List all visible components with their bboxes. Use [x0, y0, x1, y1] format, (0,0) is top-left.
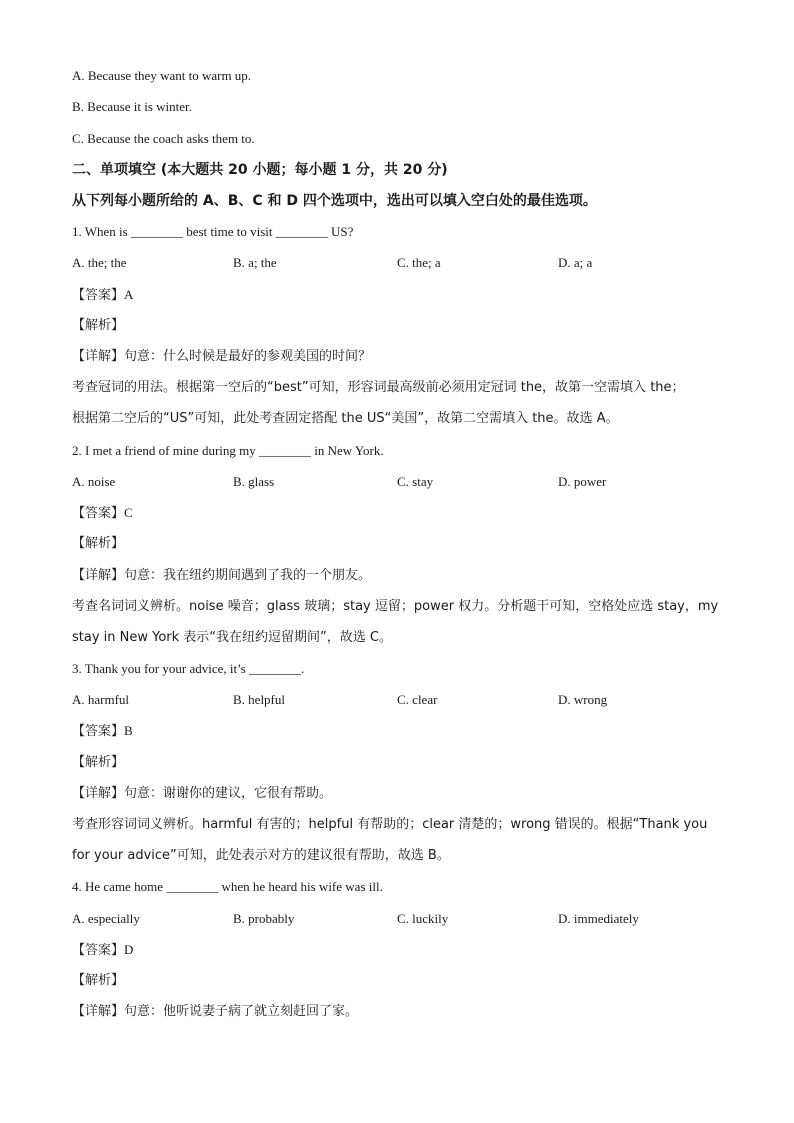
question-3-analysis-label: 【解析】 — [72, 755, 125, 770]
answer-label: 【答案】 — [72, 943, 125, 958]
answer-value: B — [124, 723, 133, 738]
section-instruction: 从下列每小题所给的 A、B、C 和 D 四个选项中，选出可以填入空白处的最佳选项。 — [72, 193, 597, 209]
detail-text: 句意：我在纽约期间遇到了我的一个朋友。 — [124, 568, 372, 583]
question-2-option-a: A. noise — [72, 474, 116, 489]
question-1-option-d: D. a; a — [558, 255, 593, 270]
intro-option-b: B. Because it is winter. — [72, 99, 192, 114]
question-3-answer — [72, 722, 133, 741]
question-1-options — [72, 254, 732, 272]
question-4-option-d: D. immediately — [558, 911, 639, 926]
question-1-analysis-label: 【解析】 — [72, 318, 125, 333]
answer-value: C — [124, 505, 133, 520]
question-4-analysis-label: 【解析】 — [72, 973, 125, 988]
question-3-option-c: C. clear — [397, 692, 438, 707]
question-3-option-b: B. helpful — [233, 692, 285, 707]
question-2-stem: 2. I met a friend of mine during my ________ in New York. — [72, 443, 384, 458]
question-2-option-c: C. stay — [397, 474, 434, 489]
question-1-option-c: C. the; a — [397, 255, 441, 270]
detail-text: 句意：谢谢你的建议，它很有帮助。 — [124, 786, 333, 801]
question-3-explanation-1: 考查形容词词义辨析。harmful 有害的；helpful 有帮助的；clear 清楚的；wrong 错误的。根据“Thank you — [72, 817, 708, 832]
question-2-detail — [72, 567, 371, 585]
question-3-option-a: A. harmful — [72, 692, 130, 707]
detail-label: 【详解】 — [72, 786, 125, 801]
question-4-option-b: B. probably — [233, 911, 295, 926]
detail-text: 句意：他听说妻子病了就立刻赶回了家。 — [124, 1004, 359, 1019]
question-1-option-a: A. the; the — [72, 255, 127, 270]
question-1-stem: 1. When is ________ best time to visit ________ US? — [72, 224, 354, 239]
intro-option-a: A. Because they want to warm up. — [72, 68, 252, 83]
question-4-stem: 4. He came home ________ when he heard his wife was ill. — [72, 879, 383, 894]
answer-label: 【答案】 — [72, 506, 125, 521]
answer-value: A — [124, 287, 134, 302]
question-4-answer — [72, 941, 133, 960]
question-2-options — [72, 473, 732, 491]
question-3-explanation-2: for your advice”可知，此处表示对方的建议很有帮助，故选 B。 — [72, 848, 450, 863]
question-4-option-a: A. especially — [72, 911, 140, 926]
question-1-answer — [72, 286, 133, 305]
answer-label: 【答案】 — [72, 288, 125, 303]
detail-label: 【详解】 — [72, 349, 125, 364]
question-2-explanation-2: stay in New York 表示“我在纽约逗留期间”，故选 C。 — [72, 630, 392, 645]
question-3-detail — [72, 785, 332, 803]
answer-label: 【答案】 — [72, 724, 125, 739]
question-1-detail — [72, 348, 371, 366]
question-3-option-d: D. wrong — [558, 692, 608, 707]
question-4-detail — [72, 1003, 358, 1021]
question-1-explanation-2: 根据第二空后的“US”可知，此处考查固定搭配 the US“美国”，故第二空需填入 the。故选 A。 — [72, 411, 619, 426]
answer-value: D — [124, 942, 134, 957]
intro-option-c: C. Because the coach asks them to. — [72, 131, 255, 146]
question-1-option-b: B. a; the — [233, 255, 277, 270]
question-2-answer — [72, 504, 133, 523]
question-1-explanation-1: 考查冠词的用法。根据第一空后的“best”可知，形容词最高级前必须用定冠词 the，故第一空需填入 the； — [72, 380, 685, 395]
section-title: 二、单项填空 (本大题共 20 小题；每小题 1 分，共 20 分) — [72, 162, 448, 178]
question-4-option-c: C. luckily — [397, 911, 449, 926]
question-3-stem: 3. Thank you for your advice, it’s ________. — [72, 661, 305, 676]
question-2-explanation-1: 考查名词词义辨析。noise 噪音；glass 玻璃；stay 逗留；power 权力。分析题干可知，空格处应选 stay，my — [72, 599, 719, 614]
question-4-options — [72, 910, 732, 928]
question-2-option-b: B. glass — [233, 474, 275, 489]
detail-text: 句意：什么时候是最好的参观美国的时间？ — [124, 349, 372, 364]
detail-label: 【详解】 — [72, 1004, 125, 1019]
question-2-option-d: D. power — [558, 474, 607, 489]
question-3-options — [72, 691, 732, 709]
detail-label: 【详解】 — [72, 568, 125, 583]
question-2-analysis-label: 【解析】 — [72, 536, 125, 551]
